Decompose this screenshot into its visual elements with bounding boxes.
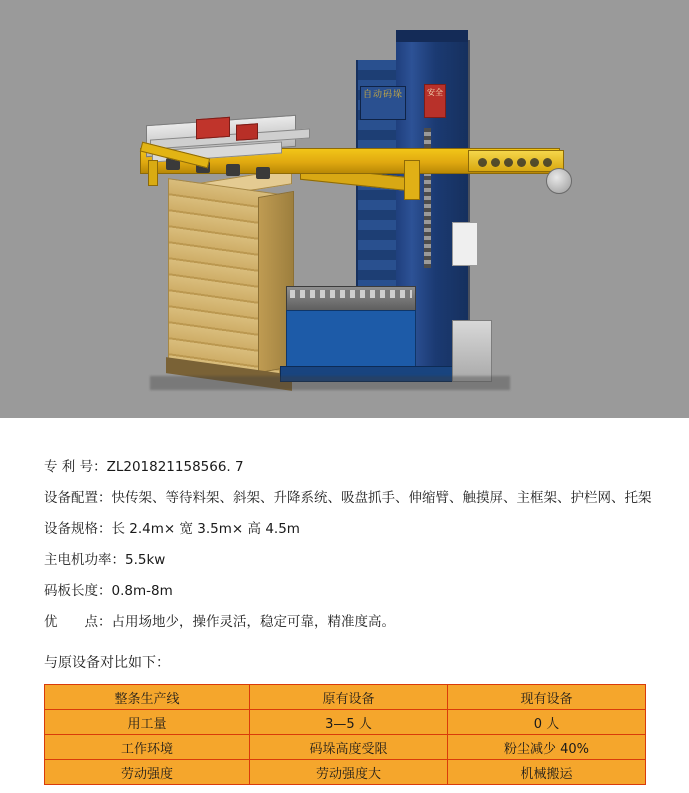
- spec-value: 5.5kw: [125, 552, 166, 568]
- conveyor-rollers: [290, 290, 412, 298]
- boom-vertical-link: [404, 160, 420, 200]
- table-header-cell: 原有设备: [250, 685, 448, 710]
- conveyor-frame: [286, 310, 416, 372]
- table-cell: 用工量: [45, 710, 250, 735]
- side-cabinet: [452, 320, 492, 382]
- table-row: [45, 735, 646, 760]
- spec-label: 主电机功率：: [44, 552, 125, 568]
- floor-shadow: [150, 376, 510, 390]
- table-cell: 粉尘减少 40%: [448, 735, 646, 760]
- table-row: [45, 710, 646, 735]
- spec-value: 占用场地少，操作灵活，稳定可靠，精准度高。: [111, 614, 395, 630]
- table-cell: 0 人: [448, 710, 646, 735]
- brand-label-text: 自动码垛: [362, 90, 403, 100]
- table-header-row: [45, 685, 646, 710]
- spec-text-block: [0, 418, 689, 785]
- table-row: [45, 760, 646, 785]
- table-cell: 劳动强度: [45, 760, 250, 785]
- support-post: [148, 160, 158, 186]
- spec-row-configuration: [44, 483, 652, 514]
- spec-value: 0.8m-8m: [111, 583, 173, 599]
- spec-label: 设备配置：: [44, 490, 112, 506]
- brand-label-plate: [360, 86, 406, 120]
- spec-value: 长 2.4m× 宽 3.5m× 高 4.5m: [111, 521, 300, 537]
- boom-holes: [478, 154, 564, 168]
- comparison-title: 与原设备对比如下：: [44, 655, 170, 671]
- spec-value: 快传架、等待料架、斜架、升降系统、吸盘抓手、伸缩臂、触摸屏、主框架、护栏网、托架: [111, 490, 652, 506]
- boom-end-disc: [546, 168, 572, 194]
- table-cell: 劳动强度大: [250, 760, 448, 785]
- suction-cup: [226, 164, 240, 176]
- spec-row-advantages: [44, 607, 645, 638]
- table-header-cell: 现有设备: [448, 685, 646, 710]
- safety-sticker-text: 安全: [427, 88, 443, 97]
- spec-row-pallet-length: [44, 576, 645, 607]
- spec-label: 专 利 号：: [44, 459, 107, 475]
- table-cell: 3—5 人: [250, 710, 448, 735]
- spec-value: ZL201821158566. 7: [106, 459, 244, 475]
- mast-top-cap: [396, 30, 468, 42]
- table-cell: 码垛高度受限: [250, 735, 448, 760]
- suction-cup: [256, 167, 270, 179]
- spec-label: 优 点：: [44, 614, 112, 630]
- spec-row-motor-power: [44, 545, 645, 576]
- table-cell: 工作环境: [45, 735, 250, 760]
- spec-label: 设备规格：: [44, 521, 112, 537]
- safety-sticker: [424, 84, 446, 118]
- comparison-table: [44, 684, 646, 785]
- spec-label: 码板长度：: [44, 583, 112, 599]
- table-cell: 机械搬运: [448, 760, 646, 785]
- control-box: [452, 222, 478, 266]
- spec-row-dimensions: [44, 514, 645, 545]
- spec-row-patent: [44, 452, 645, 483]
- actuator-red-1: [196, 117, 230, 139]
- table-header-cell: 整条生产线: [45, 685, 250, 710]
- actuator-red-2: [236, 123, 258, 141]
